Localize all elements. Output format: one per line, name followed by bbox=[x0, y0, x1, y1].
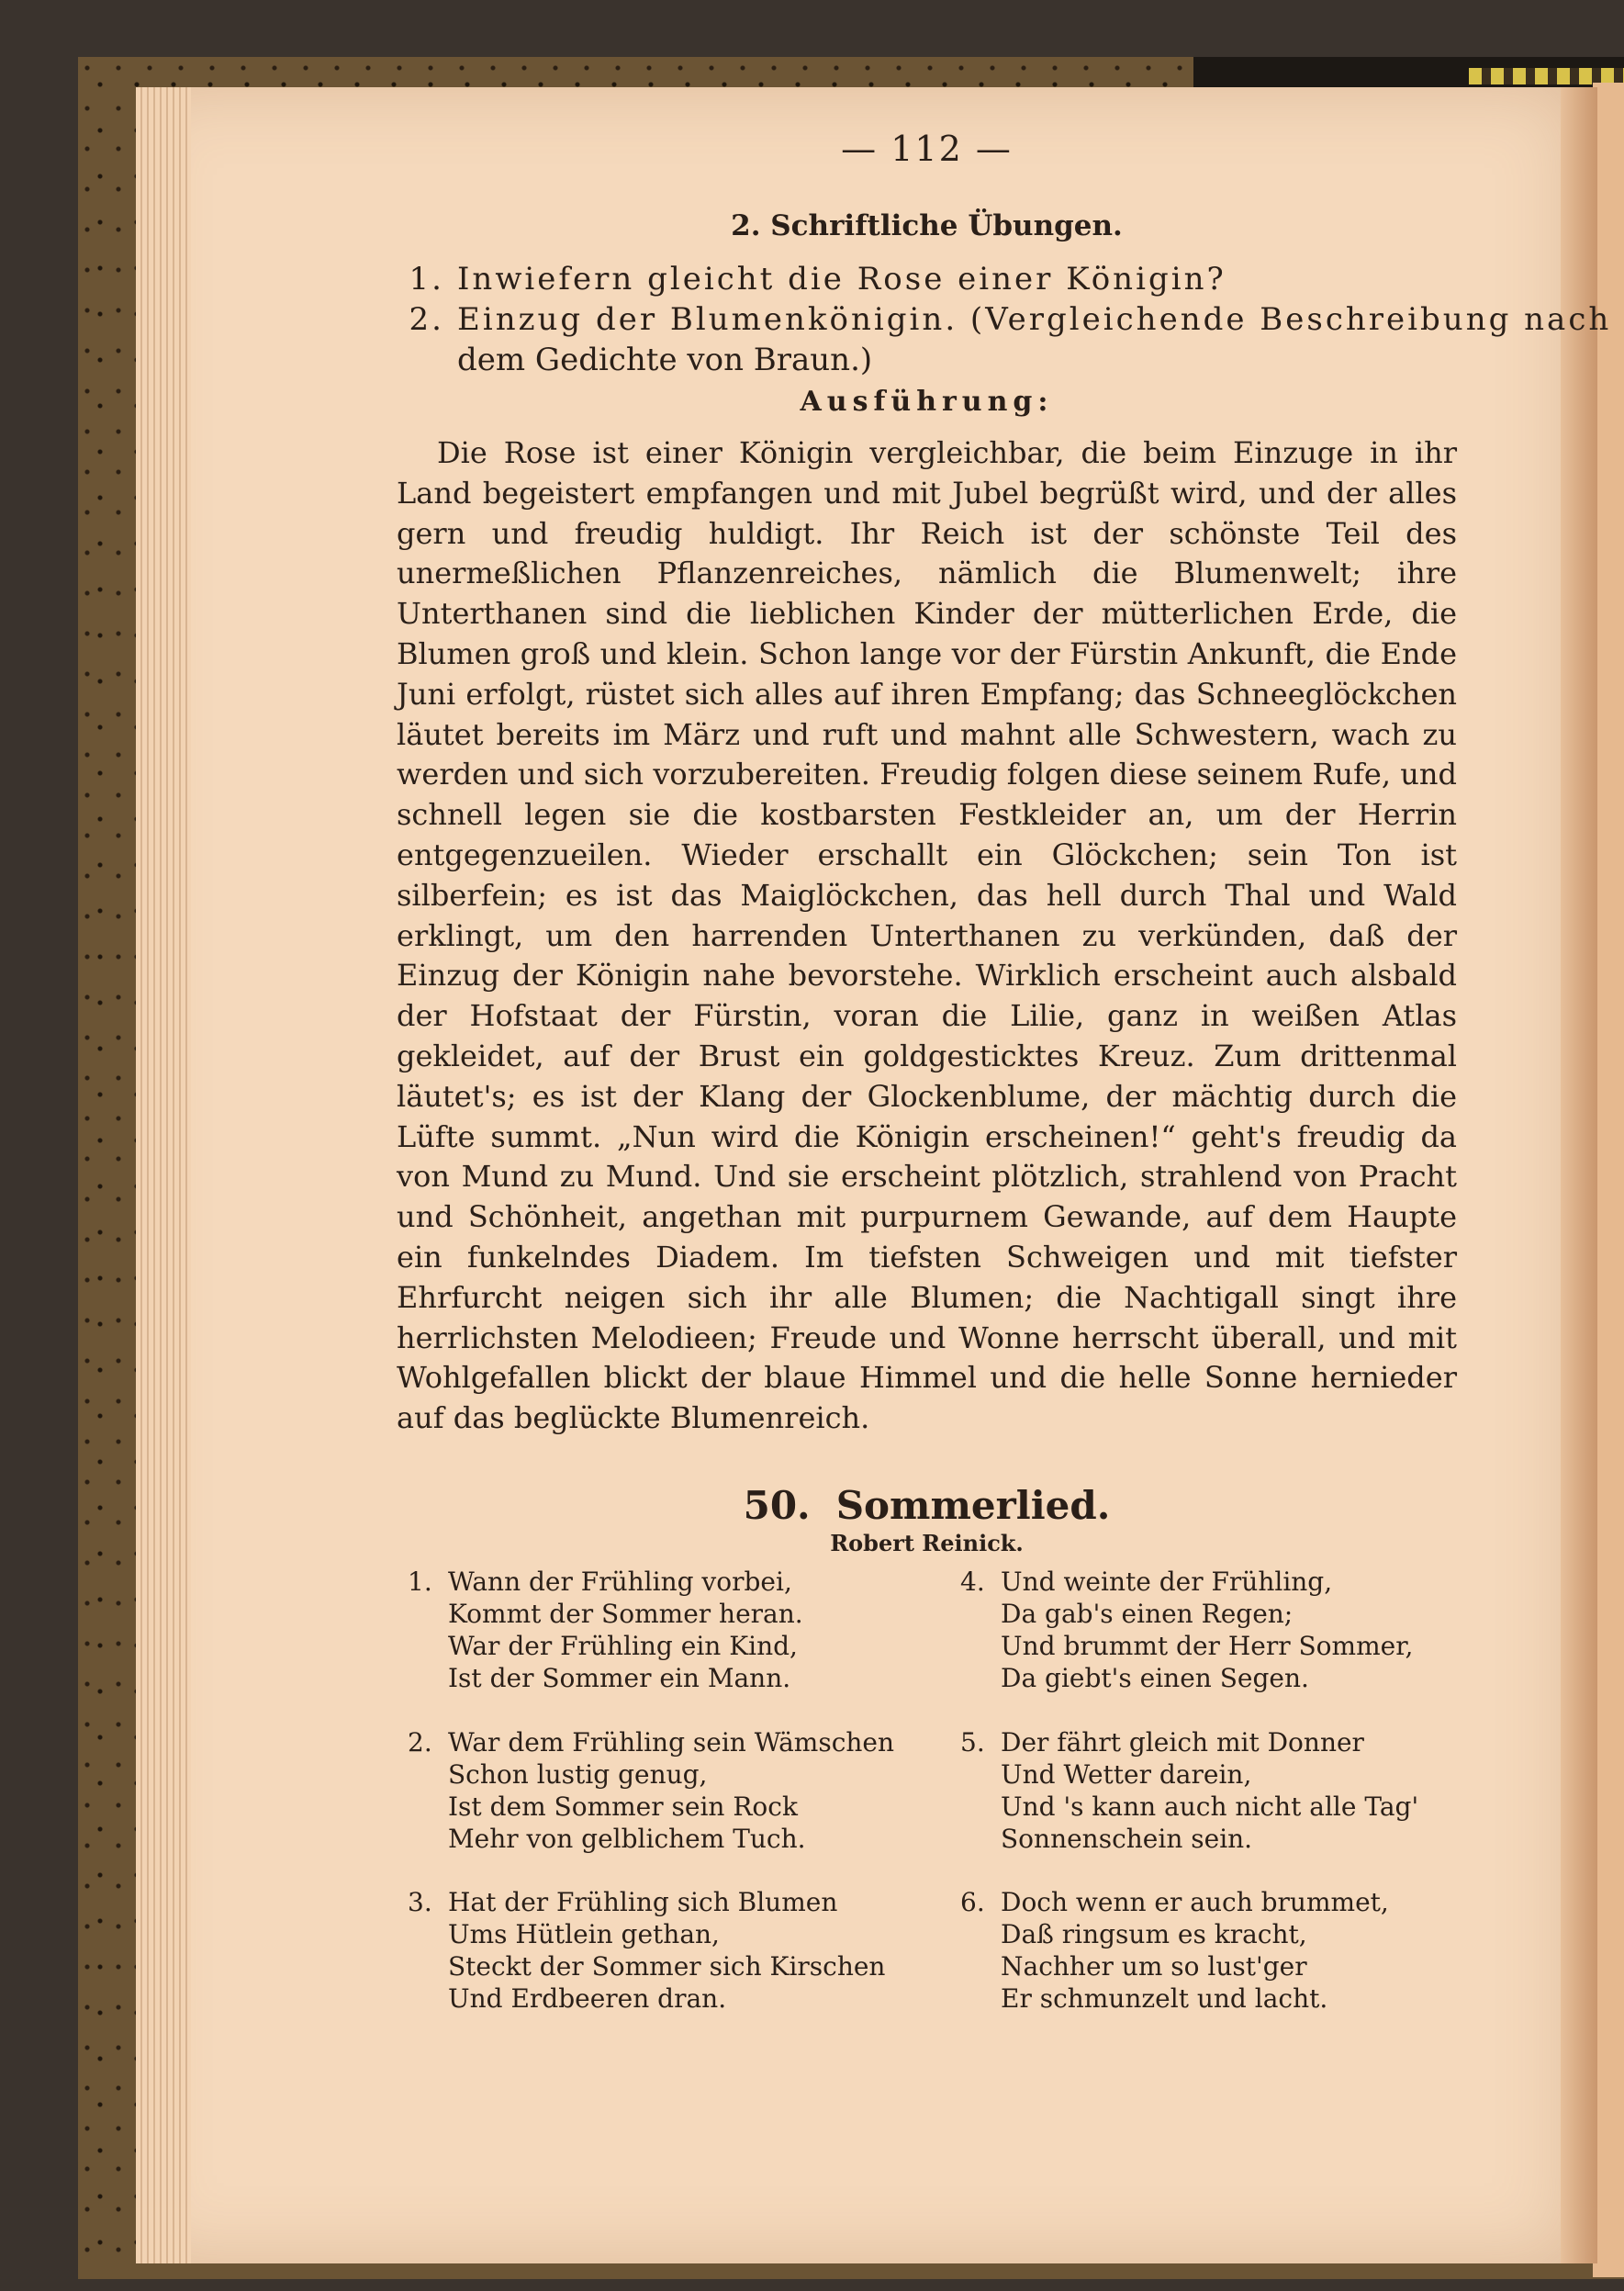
poem-line: War der Frühling ein Kind, bbox=[448, 1631, 798, 1661]
exercise-text: Inwiefern gleicht die Rose einer Königin? bbox=[457, 261, 1226, 298]
poem-line: Ist der Sommer ein Mann. bbox=[448, 1663, 791, 1693]
poem-line: Mehr von gelblichem Tuch. bbox=[448, 1824, 806, 1854]
poem-line: Ums Hütlein gethan, bbox=[448, 1919, 720, 1949]
poem-line: Und 's kann auch nicht alle Tag' bbox=[1001, 1791, 1419, 1822]
exercise-number: 1. bbox=[409, 261, 444, 298]
poem-stanza bbox=[408, 1886, 886, 2015]
poem-line: Hat der Frühling sich Blumen bbox=[448, 1887, 838, 1917]
page-gutter bbox=[1561, 87, 1597, 2263]
poem-number: 50. bbox=[743, 1483, 811, 1528]
poem-line: Und Wetter darein, bbox=[1001, 1759, 1252, 1790]
poem-line: Da gab's einen Regen; bbox=[1001, 1599, 1294, 1629]
adjacent-page-edge bbox=[1593, 83, 1624, 2277]
sub-title: Ausführung: bbox=[800, 386, 1054, 418]
poem-line: War dem Frühling sein Wämschen bbox=[448, 1727, 895, 1758]
poem-line: Und Erdbeeren dran. bbox=[448, 1983, 727, 2014]
poem-stanza bbox=[408, 1566, 803, 1694]
poem-line: Doch wenn er auch brummet, bbox=[1001, 1887, 1389, 1917]
poem-title-text: Sommerlied. bbox=[835, 1483, 1111, 1528]
stanza-number: 2. bbox=[408, 1727, 432, 1758]
poem-line: Kommt der Sommer heran. bbox=[448, 1599, 803, 1629]
stanza-number: 3. bbox=[408, 1887, 432, 1917]
stanza-number: 1. bbox=[408, 1567, 432, 1597]
exercise-item bbox=[397, 259, 1457, 299]
poem-author: Robert Reinick. bbox=[830, 1530, 1024, 1556]
poem-line: Da giebt's einen Segen. bbox=[1001, 1663, 1309, 1693]
poem-line: Wann der Frühling vorbei, bbox=[448, 1567, 792, 1597]
poem-line: Schon lustig genug, bbox=[448, 1759, 708, 1790]
poem-line: Nachher um so lust'ger bbox=[1001, 1951, 1307, 1982]
poem-line: Und brummt der Herr Sommer, bbox=[1001, 1631, 1414, 1661]
essay-paragraph: Die Rose ist einer Königin vergleichbar, die beim Einzuge in ihr Land begeistert empfangen und mit Jubel begrüßt wird, und der alles gern und freudig huldigt. Ihr Reich ist der schönste Teil des unermeßlichen Pflanzenreiches, nämlich die Blumenwelt; ihre Unterthanen sind die lieblichen Kinder der mütterlichen Erde, die Blumen groß und klein. Schon lange vor der Fürstin Ankunft, die Ende Juni erfolgt, rüstet sich alles auf ihren Empfang; das Schneeglöckchen läutet bereits im März und ruft und mahnt alle Schwestern, wach zu werden und sich vorzubereiten. Freudig folgen diese seinem Rufe, und schnell legen sie die kostbarsten Festkleider an, um der Herrin entgegenzueilen. Wieder erschallt ein Glöckchen; sein Ton ist silberfein; es ist das Maiglöckchen, das hell durch Thal und Wald erklingt, um den harrenden Unterthanen zu verkünden, daß der Einzug der Königin nahe bevorstehe. Wirklich erscheint auch alsbald der Hofstaat der Fürstin, voran die Lilie, ganz in weißen Atlas gekleidet, auf der Brust ein goldgesticktes Kreuz. Zum drittenmal läutet's; es ist der Klang der Glockenblume, der mächtig durch die Lüfte summt. „Nun wird die Königin erscheinen!“ geht's freudig da von Mund zu Mund. Und sie erscheint plötzlich, strahlend von Pracht und Schönheit, angethan mit purpurnem Gewande, auf dem Haupte ein funkelndes Diadem. Im tiefsten Schweigen und mit tiefster Ehrfurcht neigen sich ihr alle Blumen; die Nachtigall singt ihre herrlichsten Melodieen; Freude und Wonne herrscht überall, und mit Wohlgefallen blickt der blaue Himmel und die helle Sonne hernieder auf das beglückte Blumenreich. bbox=[397, 435, 1457, 1436]
stanza-number: 6. bbox=[960, 1887, 985, 1917]
poem-stanza bbox=[960, 1566, 1414, 1694]
exercise-continuation: dem Gedichte von Braun.) bbox=[457, 342, 873, 378]
exercise-text: Einzug der Blumenkönigin. (Vergleichende Beschreibung nach bbox=[457, 301, 1612, 338]
exercise-number: 2. bbox=[409, 301, 444, 338]
poem-title bbox=[397, 1483, 1457, 1528]
stanza-number: 4. bbox=[960, 1567, 985, 1597]
poem-stanza bbox=[408, 1726, 895, 1855]
poem-line: Er schmunzelt und lacht. bbox=[1001, 1983, 1328, 2014]
section-title: 2. Schriftliche Übungen. bbox=[731, 209, 1123, 242]
poem-line: Ist dem Sommer sein Rock bbox=[448, 1791, 798, 1822]
page-number: — 112 — bbox=[841, 129, 1013, 169]
poem-line: Sonnenschein sein. bbox=[1001, 1824, 1253, 1854]
page-stack-edges bbox=[136, 87, 191, 2263]
poem-line: Der fährt gleich mit Donner bbox=[1001, 1727, 1364, 1758]
poem-stanza bbox=[960, 1886, 1389, 2015]
poem-line: Und weinte der Frühling, bbox=[1001, 1567, 1333, 1597]
poem-stanza bbox=[960, 1726, 1419, 1855]
stanza-number: 5. bbox=[960, 1727, 985, 1758]
poem-line: Daß ringsum es kracht, bbox=[1001, 1919, 1307, 1949]
exercise-item bbox=[397, 299, 1612, 340]
poem-line: Steckt der Sommer sich Kirschen bbox=[448, 1951, 886, 1982]
